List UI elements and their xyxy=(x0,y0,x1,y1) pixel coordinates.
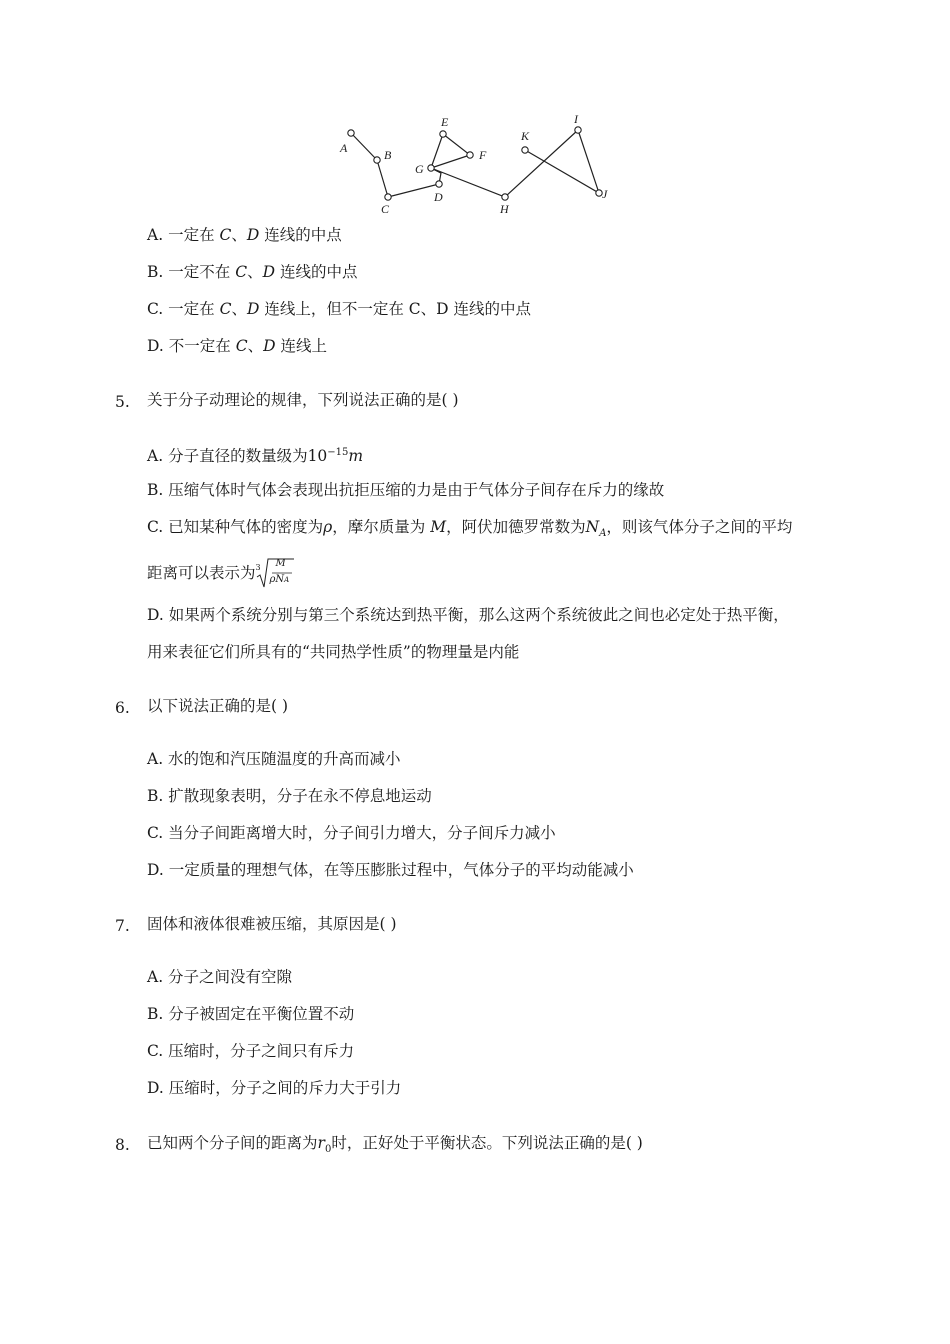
q6-option-c: C. 当分子间距离增大时，分子间引力增大，分子间斥力减小 xyxy=(147,824,556,842)
q7-option-d: D. 压缩时，分子之间的斥力大于引力 xyxy=(147,1079,402,1097)
label-i: I xyxy=(574,112,578,126)
q8-number: 8. xyxy=(115,1136,130,1154)
q5-option-c-line2: 距离可以表示为 3 M ρNA xyxy=(147,556,296,590)
q6-option-b: B. 扩散现象表明，分子在永不停息地运动 xyxy=(147,787,432,805)
q7-stem: 固体和液体很难被压缩，其原因是( ) xyxy=(147,915,397,933)
q7-number: 7. xyxy=(115,917,130,935)
label-e: E xyxy=(441,115,449,129)
q7-option-c: C. 压缩时，分子之间只有斥力 xyxy=(147,1042,355,1060)
q5-option-d-line1: D. 如果两个系统分别与第三个系统达到热平衡，那么这两个系统彼此之间也必定处于热平衡， xyxy=(147,606,789,624)
point-b xyxy=(374,157,380,163)
q5-number: 5. xyxy=(115,393,130,411)
label-j: J xyxy=(602,187,608,201)
point-d xyxy=(436,181,442,187)
q4-option-a: A. 一定在 C、D 连线的中点 xyxy=(147,226,342,244)
point-e xyxy=(440,131,446,137)
label-b: B xyxy=(384,148,392,162)
q6-option-d: D. 一定质量的理想气体，在等压膨胀过程中，气体分子的平均动能减小 xyxy=(147,861,634,879)
point-k xyxy=(522,147,528,153)
q5-option-c-line1: C. 已知某种气体的密度为ρ，摩尔质量为 M，阿伏加德罗常数为$N_A$，则该气体分子之间的平均 xyxy=(147,518,793,540)
point-h xyxy=(502,194,508,200)
q5-option-d-line2: 用来表征它们所具有的“共同热学性质”的物理量是内能 xyxy=(147,643,520,661)
label-a: A xyxy=(340,141,348,155)
q5-option-a: A. 分子直径的数量级为$10^{-15}m$ xyxy=(147,447,364,466)
point-g xyxy=(428,165,434,171)
point-i xyxy=(575,127,581,133)
q4-option-d: D. 不一定在 C、D 连线上 xyxy=(147,337,327,355)
label-d: D xyxy=(434,190,443,204)
q4-option-c: C. 一定在 C、D 连线上，但不一定在 C、D 连线的中点 xyxy=(147,300,532,318)
label-f: F xyxy=(479,148,487,162)
q7-option-b: B. 分子被固定在平衡位置不动 xyxy=(147,1005,355,1023)
brownian-path-figure xyxy=(330,112,620,216)
point-f xyxy=(467,152,473,158)
point-c xyxy=(385,194,391,200)
label-c: C xyxy=(381,202,390,216)
point-a xyxy=(348,130,354,136)
label-h: H xyxy=(500,202,509,216)
q7-option-a: A. 分子之间没有空隙 xyxy=(147,968,293,986)
q6-stem: 以下说法正确的是( ) xyxy=(147,697,289,715)
q6-option-a: A. 水的饱和汽压随温度的升高而减小 xyxy=(147,750,401,768)
q5-option-b: B. 压缩气体时气体会表现出抗拒压缩的力是由于气体分子间存在斥力的缘故 xyxy=(147,481,665,499)
q6-number: 6. xyxy=(115,699,130,717)
q4-option-b: B. 一定不在 C、D 连线的中点 xyxy=(147,263,358,281)
q5-stem: 关于分子动理论的规律，下列说法正确的是( ) xyxy=(147,391,459,409)
label-k: K xyxy=(521,129,530,143)
label-g: G xyxy=(415,162,424,176)
q8-stem: 已知两个分子间的距离为$r_0$时，正好处于平衡状态。下列说法正确的是( ) xyxy=(147,1134,643,1156)
cube-root-formula: 3 M ρNA xyxy=(256,556,296,590)
